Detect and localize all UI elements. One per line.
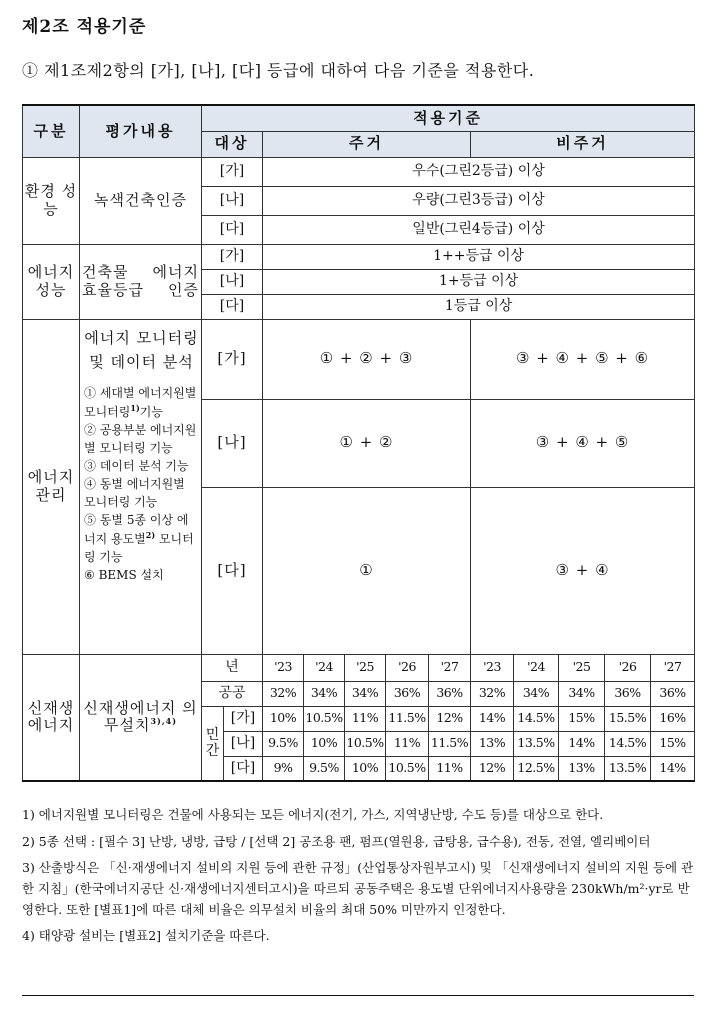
renewable-value-cell: 16% — [651, 706, 695, 731]
monitoring-item: ⑥ BEMS 설치 — [84, 567, 164, 582]
energy-mgmt-eval — [80, 319, 202, 654]
grade-label: [나] — [202, 399, 263, 487]
grade-label: [가] — [224, 706, 263, 731]
energy-mgmt-category: 에너지 관리 — [23, 319, 80, 654]
footnote: 2) 5종 선택 : [필수 3] 난방, 냉방, 급탕 / [선택 2] 공조용 팬, 펌프(열원용, 급탕용, 급수용), 전동, 전열, 엘리베이터 — [22, 833, 651, 849]
renewable-value-cell: 32% — [263, 681, 304, 706]
footnote: 1) 에너지원별 모니터링은 건물에 사용되는 모든 에너지(전기, 가스, 지역냉난방, 수도 등)를 대상으로 한다. — [22, 807, 604, 822]
mgmt-nonres-criterion: ③ + ④ — [471, 487, 695, 654]
renewable-value-cell: 34% — [345, 681, 386, 706]
renewable-value-cell: '23 — [263, 654, 304, 681]
mgmt-nonres-criterion: ③ + ④ + ⑤ — [471, 399, 695, 487]
renewable-value-cell: 11% — [429, 756, 471, 781]
renewable-value-cell: 10% — [263, 706, 304, 731]
renewable-value-cell: 32% — [471, 681, 514, 706]
renewable-value-cell: 12% — [429, 706, 471, 731]
grade-label: [가] — [202, 157, 263, 186]
energy-mgmt-eval-title: 에너지 모니터링 및 데이터 분석 — [84, 328, 199, 371]
grade-label: [다] — [224, 756, 263, 781]
renewable-value-cell: 36% — [429, 681, 471, 706]
renewable-value-cell: 12% — [471, 756, 514, 781]
public-label: 공공 — [202, 681, 263, 706]
grade-label: [가] — [202, 244, 263, 269]
monitoring-item-list — [84, 384, 199, 584]
mgmt-nonres-criterion: ③ + ④ + ⑤ + ⑥ — [471, 319, 695, 399]
renewable-value-cell: 14% — [651, 756, 695, 781]
footnote: 3) 산출방식은 「신·재생에너지 설비의 지원 등에 관한 규정」(산업통상자원부고시) 및 「신재생에너지 설비의 지원 등에 관한 지침」(한국에너지공단 신·재생에너지센터고시)을 따르되 공동주택은 용도별 단위에너지사용량을 230kWh/m²·yr로 반영한다. 또한 [별표1]에 따른 대체 비율은 의무설치 비율의 최대 50% 미만까지 인정한다. — [22, 860, 694, 917]
renewable-value-cell: 15% — [651, 731, 695, 756]
grade-label: [다] — [202, 487, 263, 654]
renewable-value-cell: '27 — [651, 654, 695, 681]
renewable-value-cell: 34% — [514, 681, 559, 706]
renewable-value-cell: 10.5% — [304, 706, 345, 731]
renewable-value-cell: '26 — [386, 654, 429, 681]
renewable-value-cell: 10.5% — [345, 731, 386, 756]
renewable-value-cell: 34% — [559, 681, 605, 706]
footnote: 4) 태양광 설비는 [별표2] 설치기준을 따른다. — [22, 928, 270, 944]
renewable-category: 신재생 에너지 — [23, 654, 80, 781]
renewable-value-cell: 14.5% — [514, 706, 559, 731]
renewable-value-cell: 9.5% — [263, 731, 304, 756]
grade-label: [다] — [202, 215, 263, 244]
renewable-eval: 신재생에너지 의무설치$^{3),4)}$ — [80, 654, 202, 781]
renewable-value-cell: 11.5% — [386, 706, 429, 731]
energy-perf-criterion: 1등급 이상 — [263, 294, 695, 319]
bottom-divider — [22, 995, 694, 996]
renewable-value-cell: '26 — [605, 654, 651, 681]
renewable-value-cell: 9.5% — [304, 756, 345, 781]
renewable-value-cell: 15.5% — [605, 706, 651, 731]
renewable-value-cell: 11% — [345, 706, 386, 731]
article-title: 제2조 적용기준 — [22, 17, 147, 37]
renewable-value-cell: '25 — [345, 654, 386, 681]
env-criterion: 우수(그린2등급) 이상 — [263, 157, 695, 186]
header-residential: 주거 — [263, 131, 471, 157]
mgmt-res-criterion: ① — [263, 487, 471, 654]
renewable-value-cell: 10% — [304, 731, 345, 756]
renewable-value-cell: 13.5% — [514, 731, 559, 756]
renewable-value-cell: 13% — [471, 731, 514, 756]
renewable-value-cell: '27 — [429, 654, 471, 681]
private-label: 민간 — [202, 706, 224, 781]
renewable-value-cell: 11.5% — [429, 731, 471, 756]
renewable-value-cell: 10% — [345, 756, 386, 781]
energy-perf-category: 에너지 성능 — [23, 244, 80, 319]
footnotes — [22, 805, 694, 953]
grade-label: [가] — [202, 319, 263, 399]
mgmt-res-criterion: ① + ② + ③ — [263, 319, 471, 399]
header-target: 대상 — [202, 131, 263, 157]
renewable-value-cell: 9% — [263, 756, 304, 781]
renewable-value-cell: 15% — [559, 706, 605, 731]
year-label: 년 — [202, 654, 263, 681]
renewable-value-cell: 36% — [605, 681, 651, 706]
energy-perf-criterion: 1+등급 이상 — [263, 269, 695, 294]
monitoring-item: ⑤ 동별 5종 이상 에너지 용도별$^{2)}$ 모니터링 기능 — [84, 512, 194, 564]
monitoring-item: ② 공용부분 에너지원별 모니터링 기능 — [84, 422, 197, 455]
energy-perf-eval: 건축물 에너지 효율등급 인증 — [80, 244, 202, 319]
header-category: 구분 — [23, 105, 80, 157]
grade-label: [나] — [202, 186, 263, 215]
renewable-value-cell: 10.5% — [386, 756, 429, 781]
monitoring-item: ④ 동별 에너지원별 모니터링 기능 — [84, 476, 185, 509]
header-nonresidential: 비주거 — [471, 131, 695, 157]
grade-label: [다] — [202, 294, 263, 319]
env-eval: 녹색건축인증 — [80, 157, 202, 244]
renewable-value-cell: 14% — [559, 731, 605, 756]
mgmt-res-criterion: ① + ② — [263, 399, 471, 487]
renewable-value-cell: 34% — [304, 681, 345, 706]
renewable-value-cell: 14.5% — [605, 731, 651, 756]
monitoring-item: ③ 데이터 분석 기능 — [84, 458, 189, 473]
intro-paragraph: ① 제1조제2항의 [가], [나], [다] 등급에 대하여 다음 기준을 적용한다. — [22, 61, 535, 80]
monitoring-item: ① 세대별 에너지원별 모니터링$^{1)}$기능 — [84, 385, 197, 419]
renewable-value-cell: '24 — [304, 654, 345, 681]
env-criterion: 일반(그린4등급) 이상 — [263, 215, 695, 244]
criteria-table — [22, 104, 695, 782]
header-eval: 평가내용 — [80, 105, 202, 157]
env-criterion: 우량(그린3등급) 이상 — [263, 186, 695, 215]
renewable-value-cell: 13% — [559, 756, 605, 781]
renewable-value-cell: 14% — [471, 706, 514, 731]
env-category: 환경 성능 — [23, 157, 80, 244]
renewable-value-cell: 13.5% — [605, 756, 651, 781]
renewable-value-cell: 11% — [386, 731, 429, 756]
renewable-value-cell: '24 — [514, 654, 559, 681]
renewable-value-cell: '25 — [559, 654, 605, 681]
renewable-value-cell: 36% — [651, 681, 695, 706]
renewable-value-cell: 36% — [386, 681, 429, 706]
energy-perf-criterion: 1++등급 이상 — [263, 244, 695, 269]
renewable-value-cell: '23 — [471, 654, 514, 681]
header-criteria: 적용기준 — [202, 105, 695, 131]
renewable-value-cell: 12.5% — [514, 756, 559, 781]
grade-label: [나] — [224, 731, 263, 756]
grade-label: [나] — [202, 269, 263, 294]
